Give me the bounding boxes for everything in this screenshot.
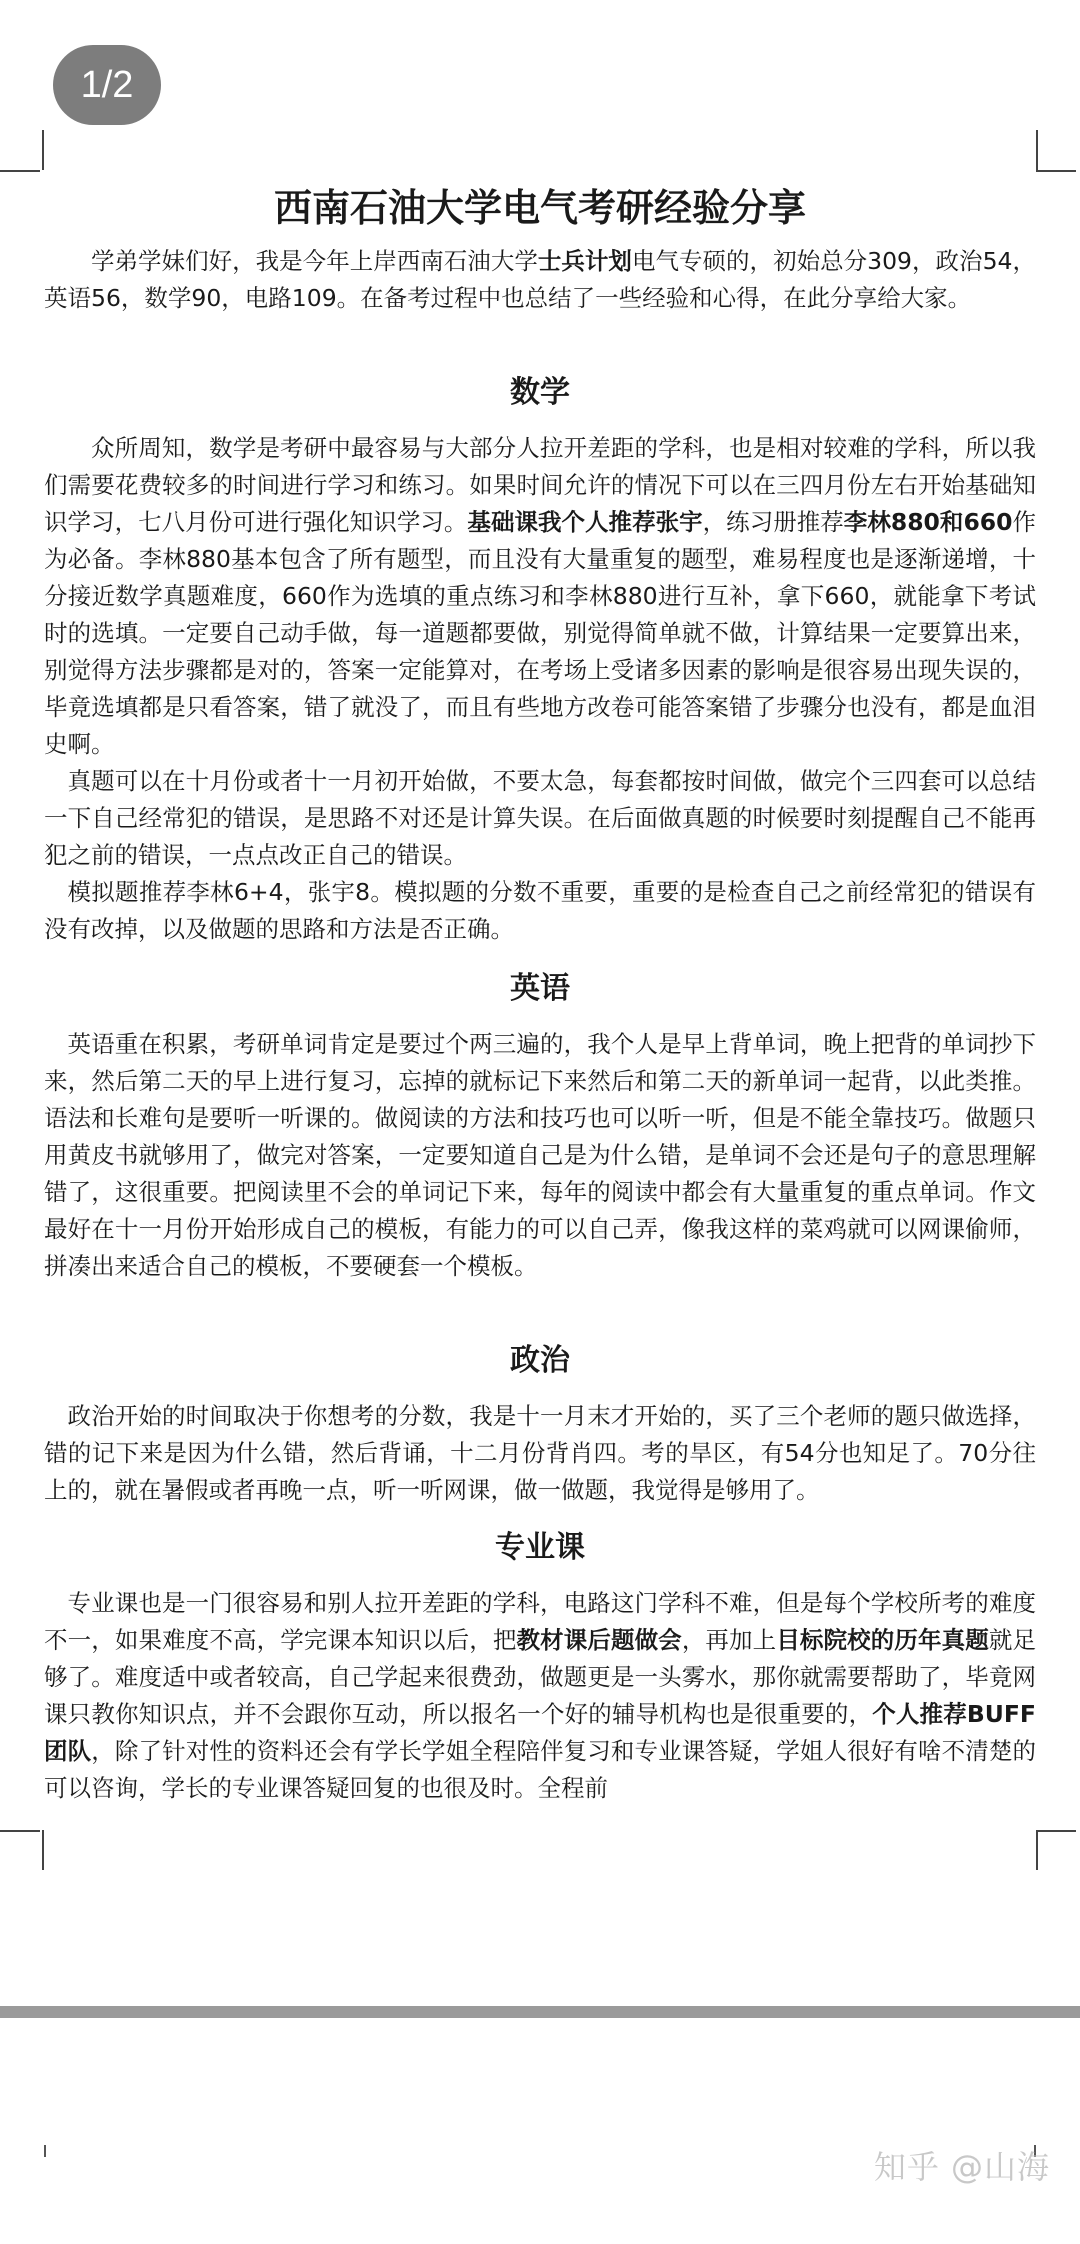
text-run: 政治开始的时间取决于你想考的分数，我是十一月末才开始的，买了三个老师的题只做选择，错的记下来是因为什么错，然后背诵，十二月份背肖四。考的旱区，有54分也知足了。70分往上的，就在暑假或者再晚一点，听一听网课，做一做题，我觉得是够用了。 — [44, 1402, 1036, 1504]
politics-paragraph — [44, 1398, 1036, 1509]
section-title-major: 专业课 — [495, 1530, 585, 1565]
major-paragraph — [44, 1585, 1036, 1807]
text-run: 就足够了。难度适中或者较高，自己学起来很费劲，做题更是一头雾水，那你就需要帮助了，毕竟网课只教你知识点，并不会跟你互动，所以报名一个好的辅导机构也是很重要的， — [44, 1626, 1037, 1728]
text-run: 模拟题推荐李林6+4，张宇8。模拟题的分数不重要，重要的是检查自己之前经常犯的错误有没有改掉，以及做题的思路和方法是否正确。 — [44, 878, 1036, 943]
bold-text-run: 目标院校的历年真题 — [776, 1626, 989, 1654]
section-title-politics: 政治 — [510, 1343, 570, 1378]
english-paragraph — [44, 1026, 1036, 1285]
section-title-english: 英语 — [510, 971, 570, 1006]
zhihu-watermark: 知乎 @山海 — [873, 2148, 1050, 2186]
text-run: 英语重在积累，考研单词肯定是要过个两三遍的，我个人是早上背单词，晚上把背的单词抄下来，然后第二天的早上进行复习，忘掉的就标记下来然后和第二天的新单词一起背，以此类推。语法和长难句是要听一听课的。做阅读的方法和技巧也可以听一听，但是不能全靠技巧。做题只用黄皮书就够用了，做完对答案，一定要知道自己是为什么错，是单词不会还是句子的意思理解错了，这很重要。把阅读里不会的单词记下来，每年的阅读中都会有大量重复的重点单词。作文最好在十一月份开始形成自己的模板，有能力的可以自己弄，像我这样的菜鸡就可以网课偷师，拼凑出来适合自己的模板，不要硬套一个模板。 — [44, 1030, 1036, 1280]
text-run: 学弟学妹们好，我是今年上岸西南石油大学 — [91, 247, 538, 275]
bold-text-run: 教材课后题做会 — [516, 1626, 682, 1654]
text-run: ，除了针对性的资料还会有学长学姐全程陪伴复习和专业课答疑，学姐人很好有啥不清楚的可以咨询，学长的专业课答疑回复的也很及时。全程前 — [44, 1737, 1037, 1802]
bold-text-run: 李林880和660 — [843, 508, 1013, 536]
crop-tick-left — [44, 2145, 46, 2157]
math-paragraph-3 — [44, 874, 1036, 948]
text-run: 众所周知，数学是考研中最容易与大部分人拉开差距的学科，也是相对较难的学科，所以我们需要花费较多的时间进行学习和练习。如果时间允许的情况下可以在三四月份左右开始基础知识学习，七八月份可进行强化知识学习。 — [44, 434, 1036, 536]
text-run: 真题可以在十月份或者十一月初开始做，不要太急，每套都按时间做，做完个三四套可以总结一下自己经常犯的错误，是思路不对还是计算失误。在后面做真题的时候要时刻提醒自己不能再犯之前的错误，一点点改正自己的错误。 — [44, 767, 1036, 869]
bold-text-run: 个人推荐BUFF团队 — [44, 1700, 1036, 1765]
math-paragraph-1 — [44, 430, 1036, 763]
text-run: 专业课也是一门很容易和别人拉开差距的学科，电路这门学科不难，但是每个学校所考的难度不一，如果难度不高，学完课本知识以后，把 — [44, 1589, 1036, 1654]
bold-text-run: 基础课我个人推荐张宇 — [467, 508, 703, 536]
intro-paragraph — [44, 243, 1036, 317]
text-run: 电气专硕的，初始总分309，政治54，英语56，数学90，电路109。在备考过程中也总结了一些经验和心得，在此分享给大家。 — [44, 247, 1036, 312]
page-indicator: 1/2 — [53, 45, 161, 125]
text-run: ，再加上 — [681, 1626, 777, 1654]
document-title: 西南石油大学电气考研经验分享 — [273, 186, 806, 230]
text-run: 作为必备。李林880基本包含了所有题型，而且没有大量重复的题型，难易程度也是逐渐递增，十分接近数学真题难度，660作为选填的重点练习和李林880进行互补，拿下660，就能拿下考试时的选填。一定要自己动手做，每一道题都要做，别觉得简单就不做，计算结果一定要算出来，别觉得方法步骤都是对的，答案一定能算对，在考场上受诸多因素的影响是很容易出现失误的，毕竟选填都是只看答案，错了就没了，而且有些地方改卷可能答案错了步骤分也没有，都是血泪史啊。 — [44, 508, 1037, 758]
page-separator — [0, 2006, 1080, 2018]
bold-text-run: 士兵计划 — [537, 247, 632, 275]
text-run: ，练习册推荐 — [702, 508, 844, 536]
section-title-math: 数学 — [510, 375, 570, 410]
math-paragraph-2 — [44, 763, 1036, 874]
